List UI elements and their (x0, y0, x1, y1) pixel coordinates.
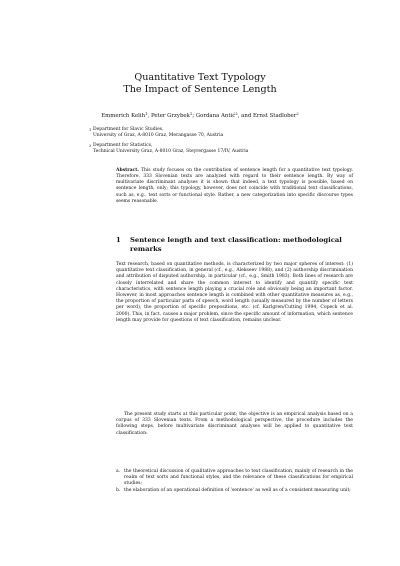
list-item (116, 488, 353, 494)
affiliation-line: Department for Statistics, (93, 143, 153, 148)
list-item-text: the theoretical discussion of qualitative approaches to text classification, mainly of research in the realm of text sorts and functional styles, and the relevance of these classifications for empirical studies; (124, 469, 353, 487)
list-marker: a. (116, 469, 121, 474)
author-separator: ; (192, 113, 196, 119)
author-list (0, 110, 400, 120)
affiliation (89, 143, 333, 156)
author-affiliation-mark: 2 (296, 111, 299, 116)
affiliation-mark: 2 (89, 144, 92, 148)
list-item-text: the elaboration of an operational definition of 'sentence' as well as of a consistent measuring unit; (124, 487, 351, 493)
author-separator: , (147, 113, 151, 119)
section-title: Sentence length and text classification: methodological remarks (130, 236, 342, 253)
author-affiliation-mark: 1 (189, 111, 193, 116)
affiliation (89, 127, 333, 140)
affiliation-line: University of Graz, A-8010 Graz, Merangasse 70, Austria (93, 133, 224, 139)
author-name: Gordana Antić (195, 113, 236, 119)
body-paragraph: The present study starts at this particular point; the objective is an empirical analysis based on a corpus of 333 Slovenian texts. From a methodological perspective, the procedure includes the following steps, before multivariate discriminant analyses will be applied to quantitative text classification: (116, 412, 353, 436)
section-number: 1 (116, 236, 121, 244)
list-item (116, 469, 353, 488)
author-affiliation-mark: 1 (145, 111, 148, 116)
paper-title: Quantitative Text Typology (134, 72, 266, 83)
author-separator: , and (237, 113, 253, 119)
author-affiliation-mark: 2 (235, 111, 238, 116)
abstract (116, 168, 353, 205)
body-paragraph: Text research, based on quantitative methods, is characterized by two major spheres of interest: (1) quantitative text classification, in general (cf., e.g., Alekseev 1988), and (2) authorship discrimination and attribution of disputed authorship, in particular (cf., e.g., Smith 1983). Both lines of research are closely interrelated and share the common interest to identify and quantify specific text characteristics, with sentence length playing a crucial role and obviously being an important factor. However, in most approaches sentence length is combined with other quantitative measures as, e.g., the proportion of particular parts of speech, word length (usually measured by the number of letters per word), the proportion of specific prepositions, etc. (cf. Karlgren/Cutting 1994, Copeck et al. 2000). This, in fact, causes a major problem, since the specific amount of information, which sentence length may provide for questions of text classification, remains unclear. (116, 262, 353, 323)
affiliation-line: Technical University Graz, A-8010 Graz, Steyrergasse 17/IV, Austria (93, 149, 249, 155)
abstract-text: This study focuses on the contribution of sentence length for a quantitative text typology. Therefore, 333 Slovenian texts are analyzed with regard to their sentence length. By way of multivariate discriminant analyses it is shown that indeed, a text typology is possible, based on sentence length, only; this typology, however, does not coincide with traditional text classifications, such as, e.g., text sorts or functional style. Rather, a new categorization into specific discourse types seems reasonable. (116, 168, 354, 204)
author-name: Peter Grzybek (150, 113, 190, 119)
enumerated-list (116, 469, 353, 494)
list-marker: b. (116, 487, 121, 493)
author-name: Ernst Stadlober (252, 113, 297, 119)
abstract-label: Abstract. (116, 168, 139, 173)
paper-subtitle: The Impact of Sentence Length (123, 84, 277, 95)
affiliation-line: Department for Slavic Studies, (93, 127, 164, 132)
author-name: Emmerich Kelih (101, 113, 146, 119)
affiliation-mark: 1 (89, 128, 92, 132)
